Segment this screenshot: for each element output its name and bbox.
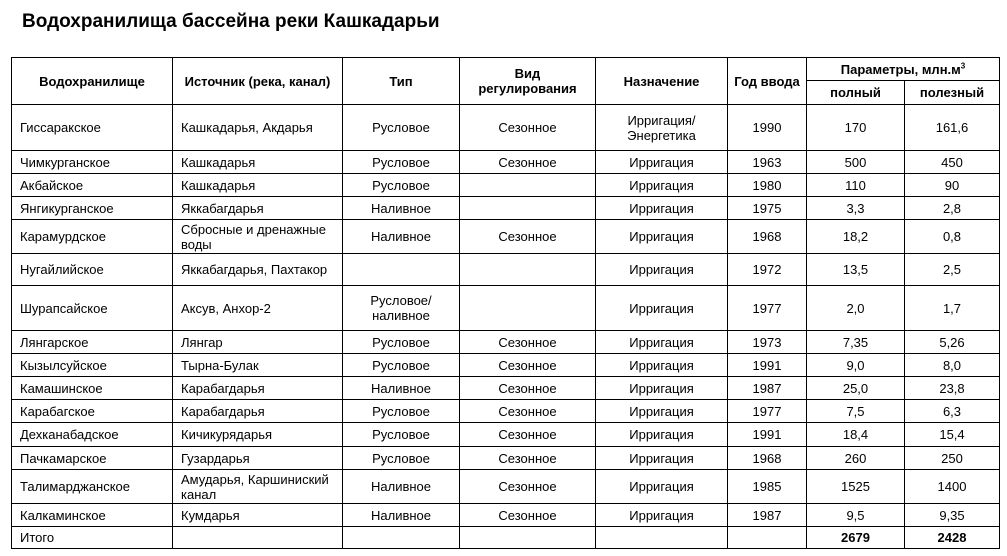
cell-regulation xyxy=(460,174,596,197)
cell-source: Кашкадарья xyxy=(173,174,343,197)
cell-regulation xyxy=(460,286,596,331)
cell-type: Русловое xyxy=(343,174,460,197)
cell-year: 1991 xyxy=(728,423,807,447)
cell-source: Аксув, Анхор-2 xyxy=(173,286,343,331)
cell-purpose: Ирригация xyxy=(596,377,728,400)
cell-name: Дехканабадское xyxy=(12,423,173,447)
cell-type: Русловое xyxy=(343,105,460,151)
cell-source: Гузардарья xyxy=(173,447,343,470)
table-row xyxy=(12,354,1000,377)
table-row xyxy=(12,151,1000,174)
table-row xyxy=(12,470,1000,504)
cell-type: Русловое xyxy=(343,447,460,470)
cell-source: Карабагдарья xyxy=(173,377,343,400)
cell-useful: 5,26 xyxy=(905,331,1000,354)
cell-regulation xyxy=(460,197,596,220)
cell-useful: 90 xyxy=(905,174,1000,197)
header-useful: полезный xyxy=(905,81,1000,105)
header-regulation: Вид регулирования xyxy=(460,58,596,105)
cell-year: 1985 xyxy=(728,470,807,504)
cell-full: 18,2 xyxy=(807,220,905,254)
table-row xyxy=(12,423,1000,447)
cell-year: 1972 xyxy=(728,254,807,286)
header-purpose: Назначение xyxy=(596,58,728,105)
total-label: Итого xyxy=(12,527,173,549)
cell-source: Яккабагдарья, Пахтакор xyxy=(173,254,343,286)
cell-useful: 23,8 xyxy=(905,377,1000,400)
cell-source: Кашкадарья, Акдарья xyxy=(173,105,343,151)
cell-purpose: Ирригация xyxy=(596,331,728,354)
cell-source: Амударья, Каршиниский канал xyxy=(173,470,343,504)
cell-source: Лянгар xyxy=(173,331,343,354)
cell-full: 9,0 xyxy=(807,354,905,377)
header-params xyxy=(807,58,1000,81)
cell-full: 7,5 xyxy=(807,400,905,423)
table-row xyxy=(12,377,1000,400)
cell-full: 9,5 xyxy=(807,504,905,527)
cell-name: Кызылсуйское xyxy=(12,354,173,377)
cell-purpose: Ирригация/ Энергетика xyxy=(596,105,728,151)
total-row xyxy=(12,527,1000,549)
cell-year: 1973 xyxy=(728,331,807,354)
cell-year: 1987 xyxy=(728,377,807,400)
cell-useful: 15,4 xyxy=(905,423,1000,447)
header-type: Тип xyxy=(343,58,460,105)
cell-regulation: Сезонное xyxy=(460,377,596,400)
cell-purpose: Ирригация xyxy=(596,220,728,254)
cell-full: 3,3 xyxy=(807,197,905,220)
cell-name: Нугайлийское xyxy=(12,254,173,286)
cell-regulation: Сезонное xyxy=(460,354,596,377)
cell-purpose: Ирригация xyxy=(596,423,728,447)
cell-full: 7,35 xyxy=(807,331,905,354)
cell-year: 1987 xyxy=(728,504,807,527)
cell-type: Русловое xyxy=(343,423,460,447)
table-row xyxy=(12,286,1000,331)
cell-name: Акбайское xyxy=(12,174,173,197)
cell-type: Русловое xyxy=(343,331,460,354)
empty-cell xyxy=(596,527,728,549)
header-params-label: Параметры, млн.м xyxy=(840,61,961,77)
table-row xyxy=(12,400,1000,423)
cell-name: Гиссаракское xyxy=(12,105,173,151)
cell-useful: 161,6 xyxy=(905,105,1000,151)
cell-type: Русловое xyxy=(343,151,460,174)
empty-cell xyxy=(173,527,343,549)
cell-useful: 2,5 xyxy=(905,254,1000,286)
cell-purpose: Ирригация xyxy=(596,151,728,174)
table-row xyxy=(12,447,1000,470)
cell-regulation: Сезонное xyxy=(460,504,596,527)
empty-cell xyxy=(728,527,807,549)
total-useful: 2428 xyxy=(905,527,1000,549)
cell-source: Яккабагдарья xyxy=(173,197,343,220)
empty-cell xyxy=(343,527,460,549)
cell-purpose: Ирригация xyxy=(596,254,728,286)
cell-purpose: Ирригация xyxy=(596,504,728,527)
cell-useful: 2,8 xyxy=(905,197,1000,220)
cell-regulation: Сезонное xyxy=(460,331,596,354)
header-params-sup: 3 xyxy=(960,61,966,71)
cell-source: Кумдарья xyxy=(173,504,343,527)
cell-year: 1980 xyxy=(728,174,807,197)
cell-type: Наливное xyxy=(343,470,460,504)
cell-name: Талимарджанское xyxy=(12,470,173,504)
cell-purpose: Ирригация xyxy=(596,400,728,423)
table-row xyxy=(12,220,1000,254)
page-title: Водохранилища бассейна реки Кашкадарьи xyxy=(22,11,440,32)
cell-year: 1968 xyxy=(728,447,807,470)
table-row xyxy=(12,504,1000,527)
cell-year: 1975 xyxy=(728,197,807,220)
cell-useful: 1,7 xyxy=(905,286,1000,331)
cell-useful: 0,8 xyxy=(905,220,1000,254)
cell-year: 1991 xyxy=(728,354,807,377)
header-reservoir: Водохранилище xyxy=(12,58,173,105)
cell-useful: 250 xyxy=(905,447,1000,470)
cell-full: 260 xyxy=(807,447,905,470)
cell-year: 1963 xyxy=(728,151,807,174)
cell-regulation: Сезонное xyxy=(460,447,596,470)
cell-full: 18,4 xyxy=(807,423,905,447)
cell-full: 500 xyxy=(807,151,905,174)
cell-type xyxy=(343,254,460,286)
table-row xyxy=(12,197,1000,220)
cell-name: Калкаминское xyxy=(12,504,173,527)
cell-type: Наливное xyxy=(343,377,460,400)
cell-full: 170 xyxy=(807,105,905,151)
cell-name: Пачкамарское xyxy=(12,447,173,470)
cell-name: Камашинское xyxy=(12,377,173,400)
cell-useful: 1400 xyxy=(905,470,1000,504)
cell-type: Русловое xyxy=(343,354,460,377)
header-source: Источник (река, канал) xyxy=(173,58,343,105)
cell-purpose: Ирригация xyxy=(596,447,728,470)
cell-name: Лянгарское xyxy=(12,331,173,354)
cell-year: 1977 xyxy=(728,286,807,331)
cell-purpose: Ирригация xyxy=(596,197,728,220)
cell-useful: 9,35 xyxy=(905,504,1000,527)
cell-name: Янгикурганское xyxy=(12,197,173,220)
table-row xyxy=(12,174,1000,197)
cell-name: Чимкурганское xyxy=(12,151,173,174)
cell-type: Наливное xyxy=(343,197,460,220)
cell-useful: 8,0 xyxy=(905,354,1000,377)
cell-source: Тырна-Булак xyxy=(173,354,343,377)
cell-year: 1977 xyxy=(728,400,807,423)
cell-full: 110 xyxy=(807,174,905,197)
cell-regulation: Сезонное xyxy=(460,470,596,504)
total-full: 2679 xyxy=(807,527,905,549)
cell-regulation: Сезонное xyxy=(460,220,596,254)
cell-regulation: Сезонное xyxy=(460,423,596,447)
cell-full: 2,0 xyxy=(807,286,905,331)
cell-useful: 6,3 xyxy=(905,400,1000,423)
cell-purpose: Ирригация xyxy=(596,286,728,331)
cell-full: 13,5 xyxy=(807,254,905,286)
header-full: полный xyxy=(807,81,905,105)
cell-full: 25,0 xyxy=(807,377,905,400)
table-row xyxy=(12,254,1000,286)
cell-purpose: Ирригация xyxy=(596,470,728,504)
cell-purpose: Ирригация xyxy=(596,354,728,377)
reservoirs-table xyxy=(11,57,1000,549)
cell-name: Карамурдское xyxy=(12,220,173,254)
cell-useful: 450 xyxy=(905,151,1000,174)
cell-type: Русловое xyxy=(343,400,460,423)
header-year: Год ввода xyxy=(728,58,807,105)
cell-name: Шурапсайское xyxy=(12,286,173,331)
cell-regulation: Сезонное xyxy=(460,400,596,423)
empty-cell xyxy=(460,527,596,549)
cell-regulation xyxy=(460,254,596,286)
cell-source: Кашкадарья xyxy=(173,151,343,174)
cell-purpose: Ирригация xyxy=(596,174,728,197)
cell-full: 1525 xyxy=(807,470,905,504)
cell-source: Сбросные и дренажные воды xyxy=(173,220,343,254)
cell-regulation: Сезонное xyxy=(460,105,596,151)
cell-source: Кичикурядарья xyxy=(173,423,343,447)
table-row xyxy=(12,331,1000,354)
cell-type: Наливное xyxy=(343,220,460,254)
cell-name: Карабагское xyxy=(12,400,173,423)
cell-regulation: Сезонное xyxy=(460,151,596,174)
cell-source: Карабагдарья xyxy=(173,400,343,423)
cell-type: Русловое/ наливное xyxy=(343,286,460,331)
cell-type: Наливное xyxy=(343,504,460,527)
cell-year: 1968 xyxy=(728,220,807,254)
cell-year: 1990 xyxy=(728,105,807,151)
table-row xyxy=(12,105,1000,151)
